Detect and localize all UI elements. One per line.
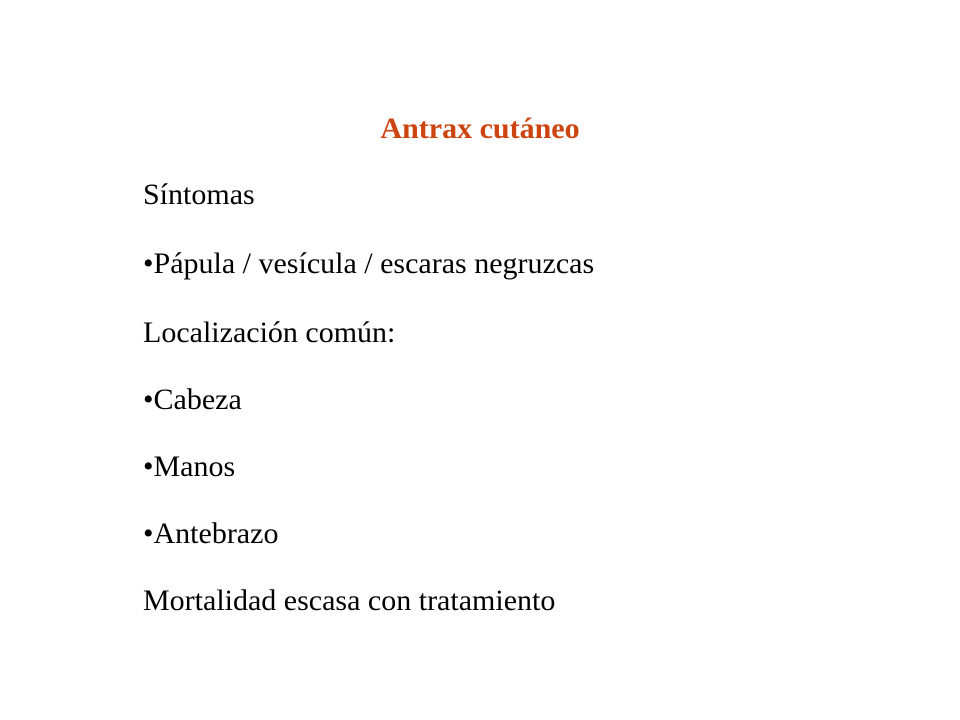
symptoms-heading: Síntomas	[143, 178, 255, 211]
location-item-hands: •Manos	[143, 450, 236, 483]
location-heading: Localización común:	[143, 316, 396, 349]
mortality-note: Mortalidad escasa con tratamiento	[143, 584, 556, 617]
symptom-item: •Pápula / vesícula / escaras negruzcas	[143, 247, 595, 280]
location-item-forearm: •Antebrazo	[143, 517, 279, 550]
location-item-head: •Cabeza	[143, 383, 242, 416]
slide-title: Antrax cutáneo	[380, 112, 580, 145]
